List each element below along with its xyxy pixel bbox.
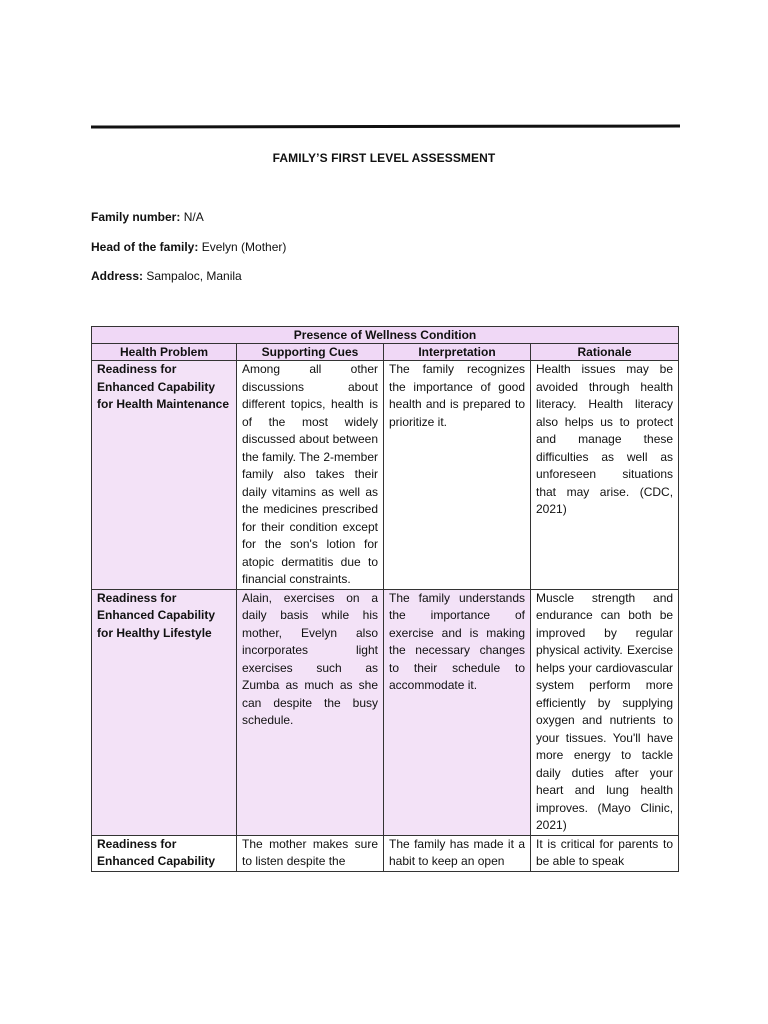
address-value: Sampaloc, Manila	[143, 269, 242, 283]
family-number-value: N/A	[180, 210, 204, 224]
table-row	[92, 835, 679, 871]
address-label: Address:	[91, 269, 144, 283]
column-header-row	[92, 344, 679, 361]
head-of-family-value: Evelyn (Mother)	[198, 240, 287, 254]
document-title: FAMILY’S FIRST LEVEL ASSESSMENT	[272, 151, 496, 165]
health-problem-cell: Readiness for Enhanced Capability for Health Maintenance	[92, 361, 237, 590]
family-number-line	[91, 210, 204, 224]
rationale-cell: Health issues may be avoided through health literacy. Health literacy also helps us to protect and manage these difficulties as well as unforeseen situations that may arise. (CDC, 2021)	[531, 361, 679, 590]
head-of-family-label: Head of the family:	[91, 240, 199, 254]
interpretation-cell: The family understands the importance of exercise and is making the necessary changes to their schedule to accommodate it.	[384, 589, 531, 835]
address-line	[91, 269, 242, 283]
family-number-label: Family number:	[91, 210, 181, 224]
head-of-family-line	[91, 240, 286, 254]
column-header: Supporting Cues	[237, 344, 384, 361]
health-problem-cell: Readiness for Enhanced Capability for Healthy Lifestyle	[92, 589, 237, 835]
interpretation-cell: The family recognizes the importance of good health and is prepared to prioritize it.	[384, 361, 531, 590]
rationale-cell: Muscle strength and endurance can both be improved by regular physical activity. Exercise helps your cardiovascular system perform more efficiently by supplying oxygen and nutrients to your tissues. You'll have more energy to tackle daily duties after your heart and lung health improves. (Mayo Clinic, 2021)	[531, 589, 679, 835]
rationale-cell: It is critical for parents to be able to speak	[531, 835, 679, 871]
column-header: Interpretation	[384, 344, 531, 361]
supporting-cues-cell: Among all other discussions about different topics, health is of the most widely discussed about between the family. The 2-member family also takes their daily vitamins as well as the medicines prescribed for their condition except for the son's lotion for atopic dermatitis due to financial constraints.	[237, 361, 384, 590]
supporting-cues-cell: Alain, exercises on a daily basis while his mother, Evelyn also incorporates light exercises such as Zumba as much as she can despite the busy schedule.	[237, 589, 384, 835]
column-header: Rationale	[531, 344, 679, 361]
horizontal-rule	[91, 124, 680, 128]
table-row	[92, 589, 679, 835]
assessment-table	[91, 326, 679, 872]
supporting-cues-cell: The mother makes sure to listen despite the	[237, 835, 384, 871]
section-header-row	[92, 327, 679, 344]
column-header: Health Problem	[92, 344, 237, 361]
health-problem-cell: Readiness for Enhanced Capability	[92, 835, 237, 871]
table-row	[92, 361, 679, 590]
section-header: Presence of Wellness Condition	[92, 327, 679, 344]
interpretation-cell: The family has made it a habit to keep an open	[384, 835, 531, 871]
